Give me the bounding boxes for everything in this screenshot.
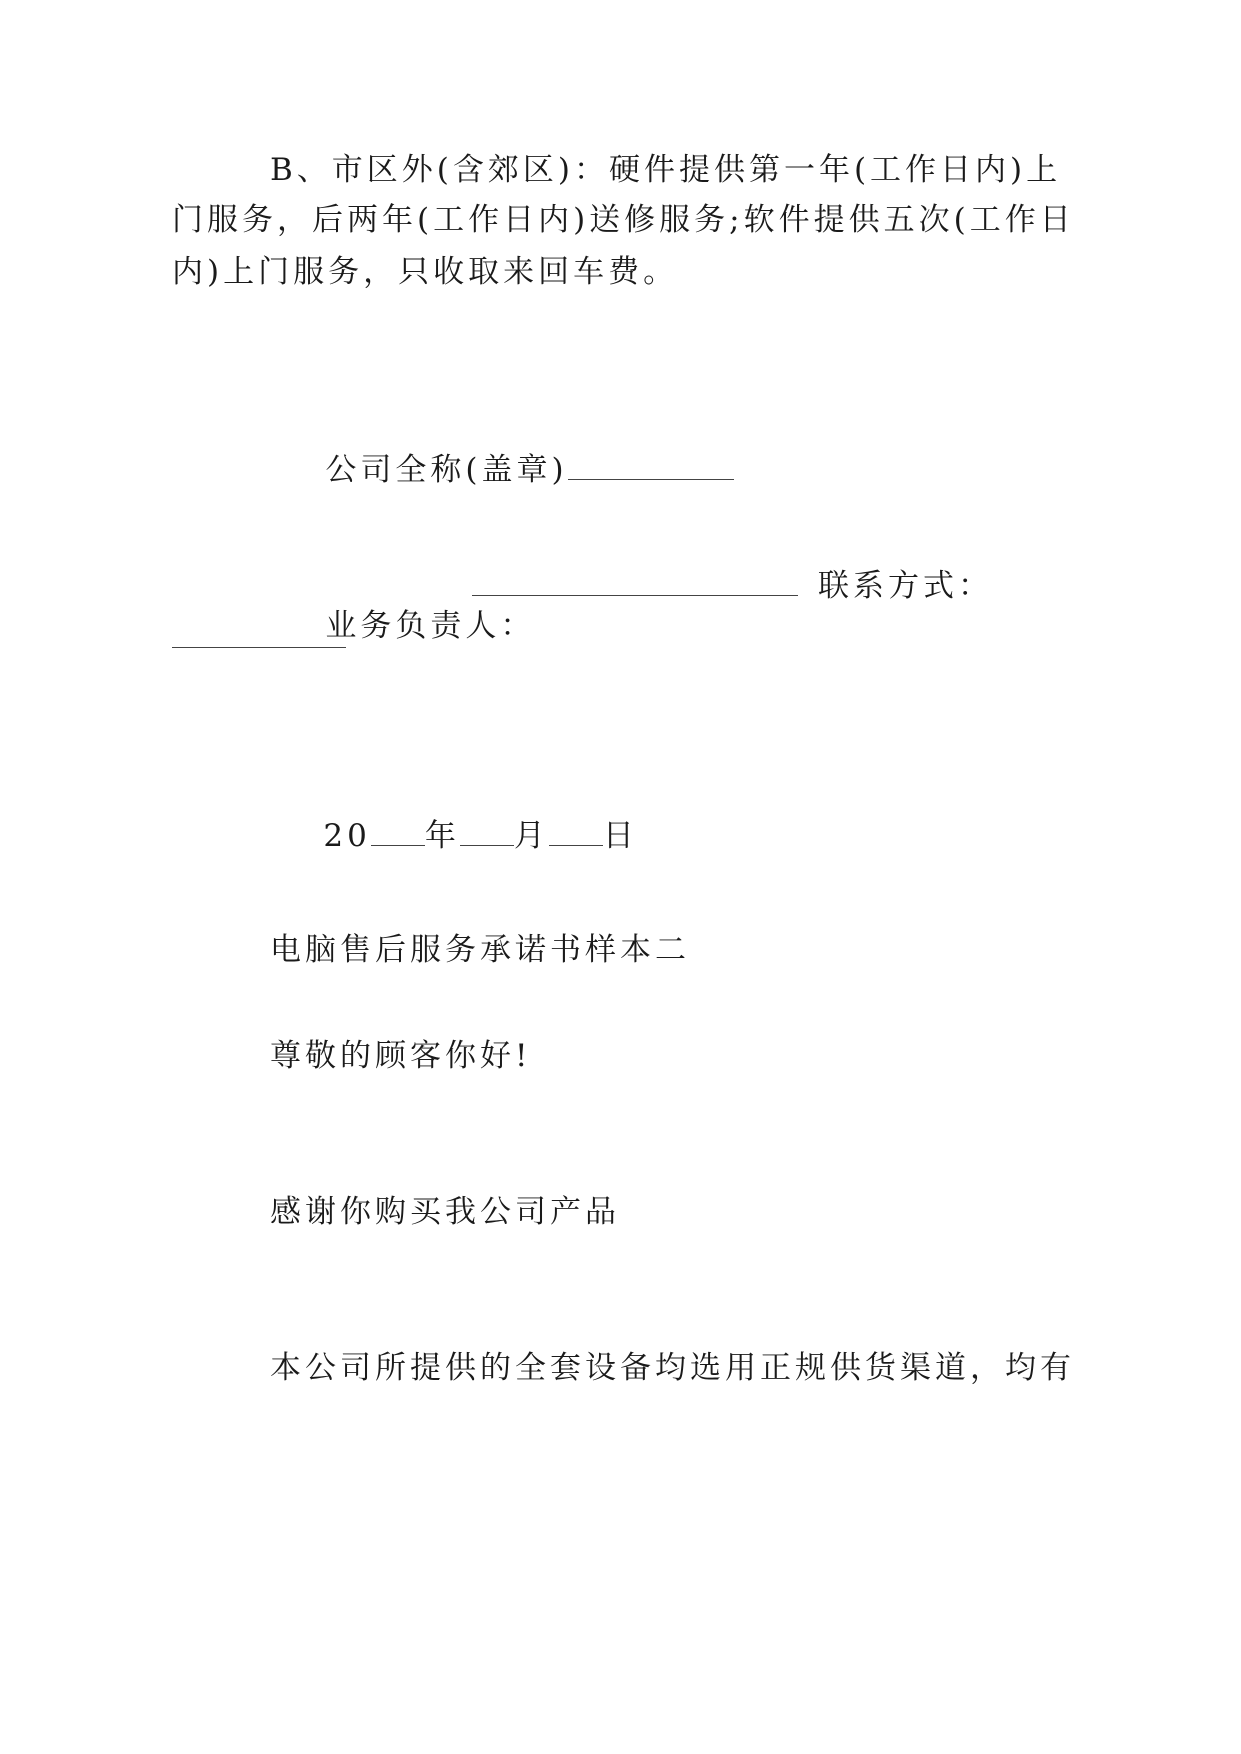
date-day-blank[interactable]: [549, 844, 603, 846]
date-year-prefix: 20: [323, 818, 371, 854]
greeting: 尊敬的顾客你好!: [270, 1038, 532, 1074]
paragraph-b-line-2: 门服务，后两年(工作日内)送修服务;软件提供五次(工作日: [172, 202, 1075, 238]
date-month-blank[interactable]: [460, 844, 514, 846]
contact-label: 联系方式：: [818, 568, 993, 604]
paragraph-b-line-1: B、市区外(含郊区)：硬件提供第一年(工作日内)上: [270, 152, 1062, 188]
company-name-blank[interactable]: [568, 478, 734, 480]
business-manager-label: 业务负责人：: [325, 608, 536, 644]
contact-blank[interactable]: [172, 646, 346, 648]
paragraph-b-line-3: 内)上门服务，只收取来回车费。: [172, 254, 679, 290]
date-row: [268, 776, 638, 896]
company-name-label: 公司全称(盖章): [325, 452, 568, 488]
sample-title: 电脑售后服务承诺书样本二: [270, 932, 690, 968]
company-name-row: [270, 410, 734, 530]
date-year-blank[interactable]: [371, 844, 425, 846]
body-line: 本公司所提供的全套设备均选用正规供货渠道，均有: [270, 1350, 1075, 1386]
thanks-line: 感谢你购买我公司产品: [270, 1194, 620, 1230]
date-year-label: 年: [424, 818, 460, 854]
date-month-label: 月: [513, 818, 549, 854]
date-day-label: 日: [602, 818, 638, 854]
business-manager-row: [270, 566, 535, 686]
business-manager-blank[interactable]: [472, 594, 798, 596]
